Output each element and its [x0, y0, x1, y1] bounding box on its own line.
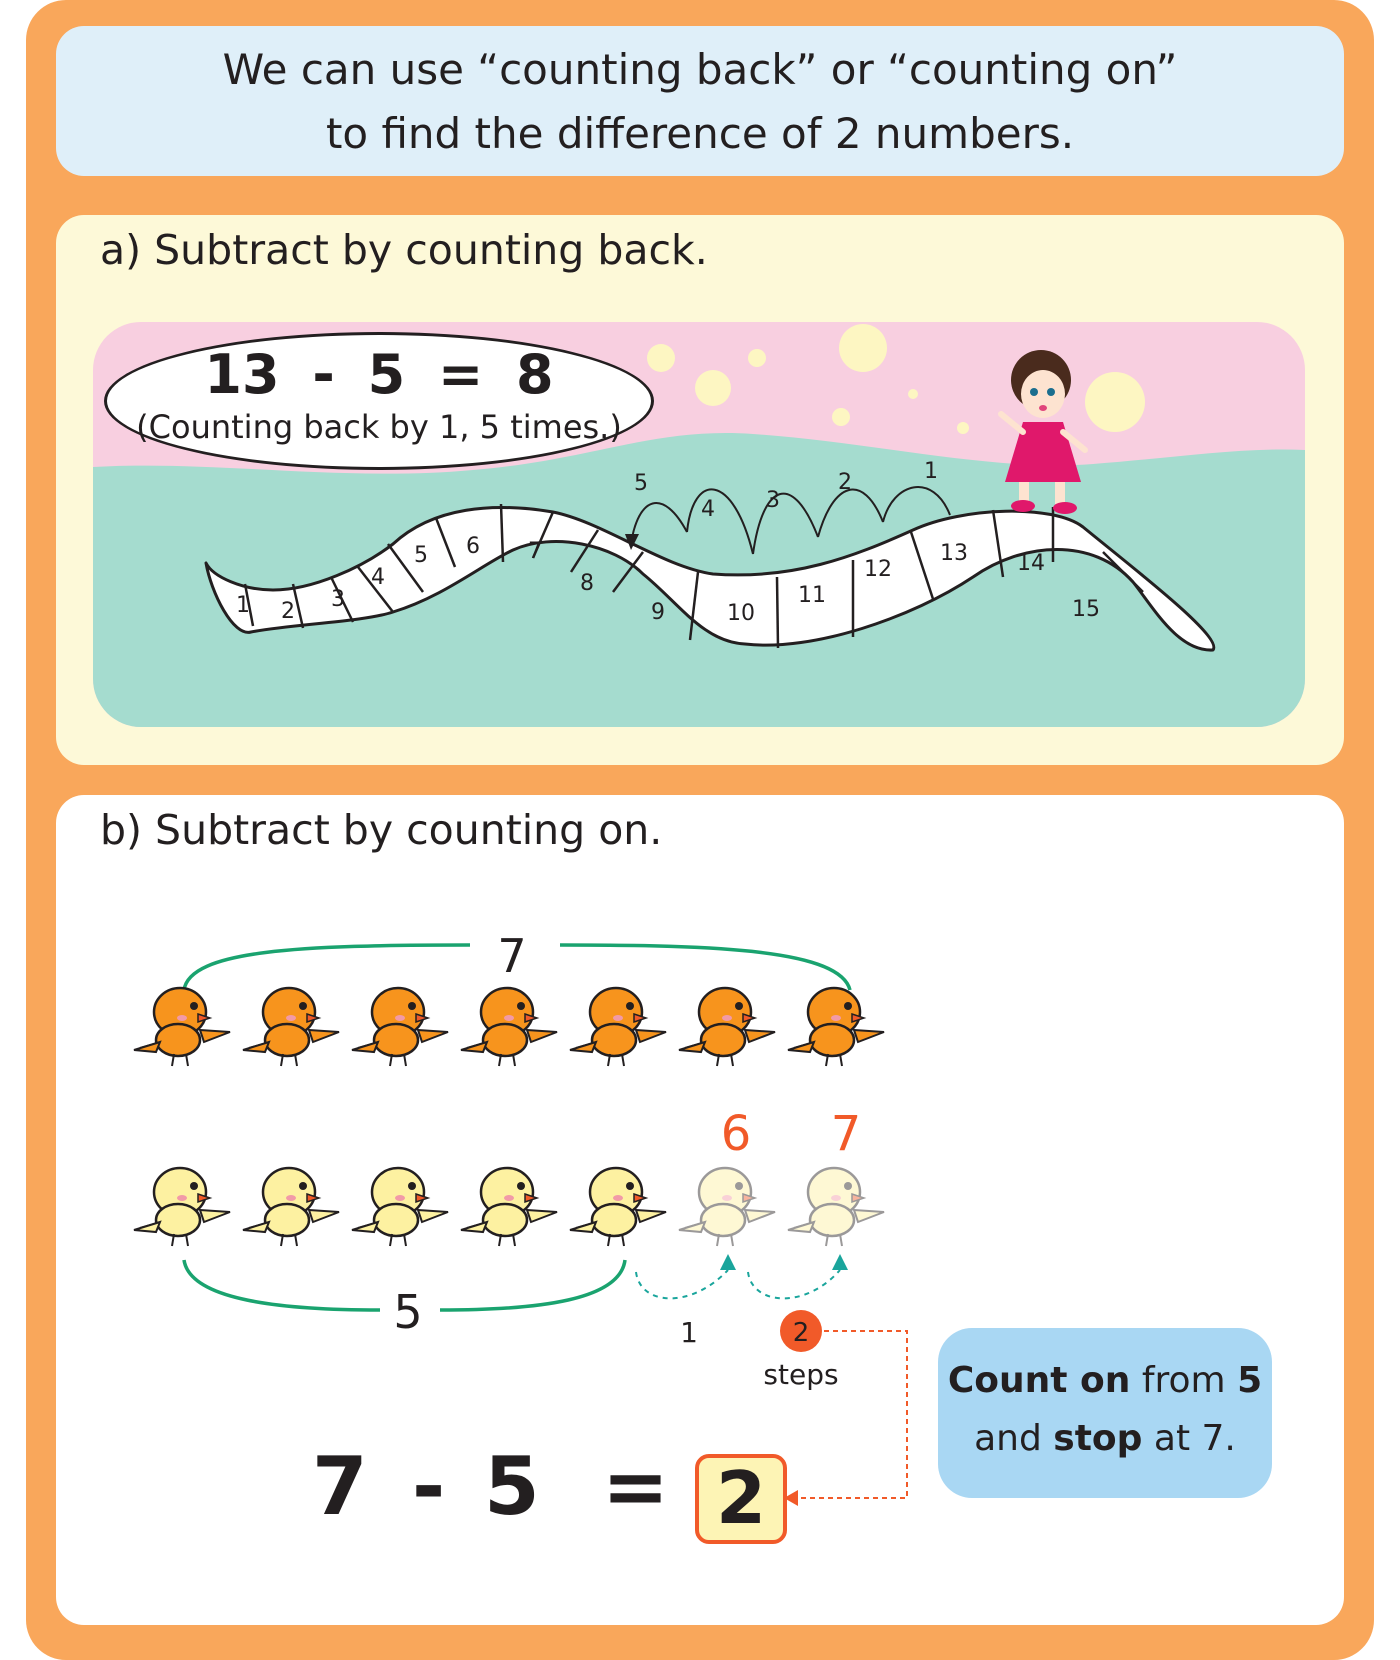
hop-label-4: 4 — [701, 497, 715, 522]
tip-stop: stop — [1053, 1418, 1143, 1459]
eq-equals: = — [602, 1440, 670, 1533]
hop-label-5: 5 — [634, 471, 648, 496]
answer-link — [795, 1331, 907, 1498]
known-label: 5 — [393, 1285, 423, 1339]
track-num-15: 15 — [1072, 597, 1100, 622]
orange-bird-row — [134, 988, 884, 1066]
step-arrows — [636, 1270, 840, 1298]
count-on-label-6: 6 — [720, 1106, 752, 1162]
part-b-heading: b) Subtract by counting on. — [100, 806, 663, 854]
track-num-4: 4 — [371, 565, 385, 590]
yellow-bird-icon — [243, 1168, 339, 1246]
intro-line-2: to find the difference of 2 numbers. — [325, 109, 1075, 158]
orange-bird-icon — [461, 988, 557, 1066]
eq-second-number: 5 — [484, 1440, 540, 1533]
hop-label-2: 2 — [838, 470, 852, 495]
eq-minus: - — [412, 1440, 446, 1533]
orange-bird-icon — [352, 988, 448, 1066]
intro-line-1: We can use “counting back” or “counting on” — [222, 45, 1178, 94]
yellow-bird-row — [134, 1168, 884, 1246]
track-num-12: 12 — [864, 557, 892, 582]
counting-back-caption: (Counting back by 1, 5 times.) — [136, 408, 622, 446]
track-num-5: 5 — [414, 543, 428, 568]
track-num-7: 7 — [528, 539, 542, 564]
track-num-1: 1 — [236, 593, 250, 618]
step-arrowhead-1 — [720, 1254, 736, 1270]
track-num-10: 10 — [727, 601, 755, 626]
steps-word: steps — [763, 1358, 839, 1391]
orange-bird-icon — [134, 988, 230, 1066]
yellow-bird-icon — [461, 1168, 557, 1246]
yellow-bird-icon — [570, 1168, 666, 1246]
count-on-label-7: 7 — [830, 1106, 862, 1162]
track-num-2: 2 — [281, 599, 295, 624]
tip-at: at 7. — [1142, 1418, 1236, 1459]
tip-count-on: Count on — [947, 1360, 1131, 1401]
tip-from: from — [1130, 1360, 1238, 1401]
counted-on-bird-icon — [679, 1168, 775, 1246]
answer-box: 2 — [695, 1454, 787, 1544]
track-num-6: 6 — [466, 534, 480, 559]
part-a-heading: a) Subtract by counting back. — [100, 226, 708, 274]
track-num-13: 13 — [940, 541, 968, 566]
orange-bird-icon — [679, 988, 775, 1066]
orange-bird-icon — [788, 988, 884, 1066]
step-one-label: 1 — [680, 1316, 698, 1349]
total-label: 7 — [497, 929, 527, 983]
track-num-9: 9 — [651, 600, 665, 625]
hop-label-3: 3 — [766, 488, 780, 513]
track-num-11: 11 — [798, 583, 826, 608]
step-count-number: 2 — [792, 1318, 810, 1348]
yellow-bird-icon — [134, 1168, 230, 1246]
counting-back-equation: 13 - 5 = 8 — [204, 343, 554, 406]
orange-bird-icon — [570, 988, 666, 1066]
yellow-bird-icon — [352, 1168, 448, 1246]
track-num-8: 8 — [580, 571, 594, 596]
orange-bird-icon — [243, 988, 339, 1066]
track-num-14: 14 — [1017, 551, 1045, 576]
step-arrowhead-2 — [832, 1254, 848, 1270]
track-num-3: 3 — [331, 587, 345, 612]
tip-start: 5 — [1237, 1360, 1263, 1401]
eq-first-number: 7 — [312, 1440, 368, 1533]
tip-and: and — [974, 1418, 1054, 1459]
count-on-tip — [938, 1328, 1272, 1498]
hop-label-1: 1 — [924, 459, 938, 484]
counted-on-bird-icon — [788, 1168, 884, 1246]
